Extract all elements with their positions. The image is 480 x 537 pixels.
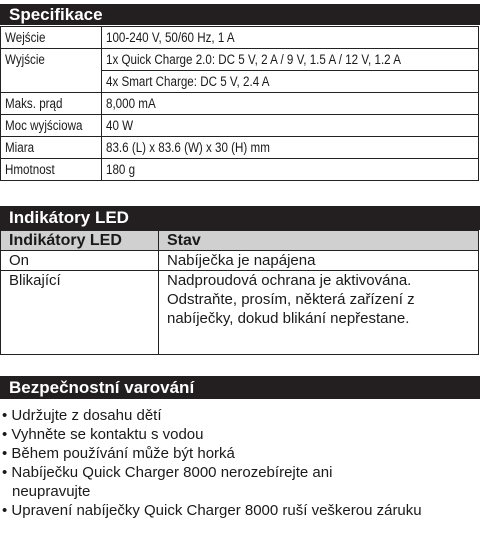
table-row bbox=[1, 93, 479, 115]
table-row bbox=[1, 115, 479, 137]
spec-value: 1x Quick Charge 2.0: DC 5 V, 2 A / 9 V, 1.5 A / 12 V, 1.2 A bbox=[102, 49, 479, 71]
spec-value: 180 g bbox=[102, 159, 479, 181]
led-state: On bbox=[1, 251, 159, 271]
section-header-specifikace: Specifikace bbox=[0, 4, 480, 25]
spec-label: Wejście bbox=[1, 27, 102, 49]
list-item: • Udržujte z dosahu dětí bbox=[2, 407, 162, 424]
table-row bbox=[1, 49, 479, 71]
table-row bbox=[1, 137, 479, 159]
table-row bbox=[1, 251, 479, 271]
spec-value: 8,000 mA bbox=[102, 93, 479, 115]
list-item: • Během používání může být horká bbox=[2, 445, 235, 462]
led-state: Blikající bbox=[1, 271, 159, 355]
spec-value: 40 W bbox=[102, 115, 479, 137]
table-row bbox=[1, 27, 479, 49]
table-row bbox=[1, 271, 479, 355]
column-header-status: Stav bbox=[159, 231, 479, 251]
spec-label: Moc wyjściowa bbox=[1, 115, 102, 137]
section-header-led: Indikátory LED bbox=[0, 206, 480, 230]
list-item: • Nabíječku Quick Charger 8000 nerozebírejte ani neupravujte bbox=[2, 464, 333, 500]
led-description: Nabíječka je napájena bbox=[159, 251, 479, 271]
spec-label: Wyjście bbox=[1, 49, 102, 93]
led-description: Nadproudová ochrana je aktivována. Odstraňte, prosím, některá zařízení z nabíječky, dokud blikání nepřestane. bbox=[159, 271, 479, 355]
led-table bbox=[0, 230, 479, 355]
spec-value: 4x Smart Charge: DC 5 V, 2.4 A bbox=[102, 71, 479, 93]
spec-value: 100-240 V, 50/60 Hz, 1 A bbox=[102, 27, 479, 49]
spec-label: Miara bbox=[1, 137, 102, 159]
column-header-indicator: Indikátory LED bbox=[1, 231, 159, 251]
list-item: • Upravení nabíječky Quick Charger 8000 ruší veškerou záruku bbox=[2, 502, 422, 519]
spec-value: 83.6 (L) x 83.6 (W) x 30 (H) mm bbox=[102, 137, 479, 159]
list-item: • Vyhněte se kontaktu s vodou bbox=[2, 426, 204, 443]
warnings-list bbox=[2, 406, 452, 520]
section-header-warnings: Bezpečnostní varování bbox=[0, 376, 480, 399]
spec-label: Maks. prąd bbox=[1, 93, 102, 115]
table-row bbox=[1, 159, 479, 181]
spec-label: Hmotnost bbox=[1, 159, 102, 181]
table-header-row bbox=[1, 231, 479, 251]
spec-table bbox=[0, 26, 479, 181]
